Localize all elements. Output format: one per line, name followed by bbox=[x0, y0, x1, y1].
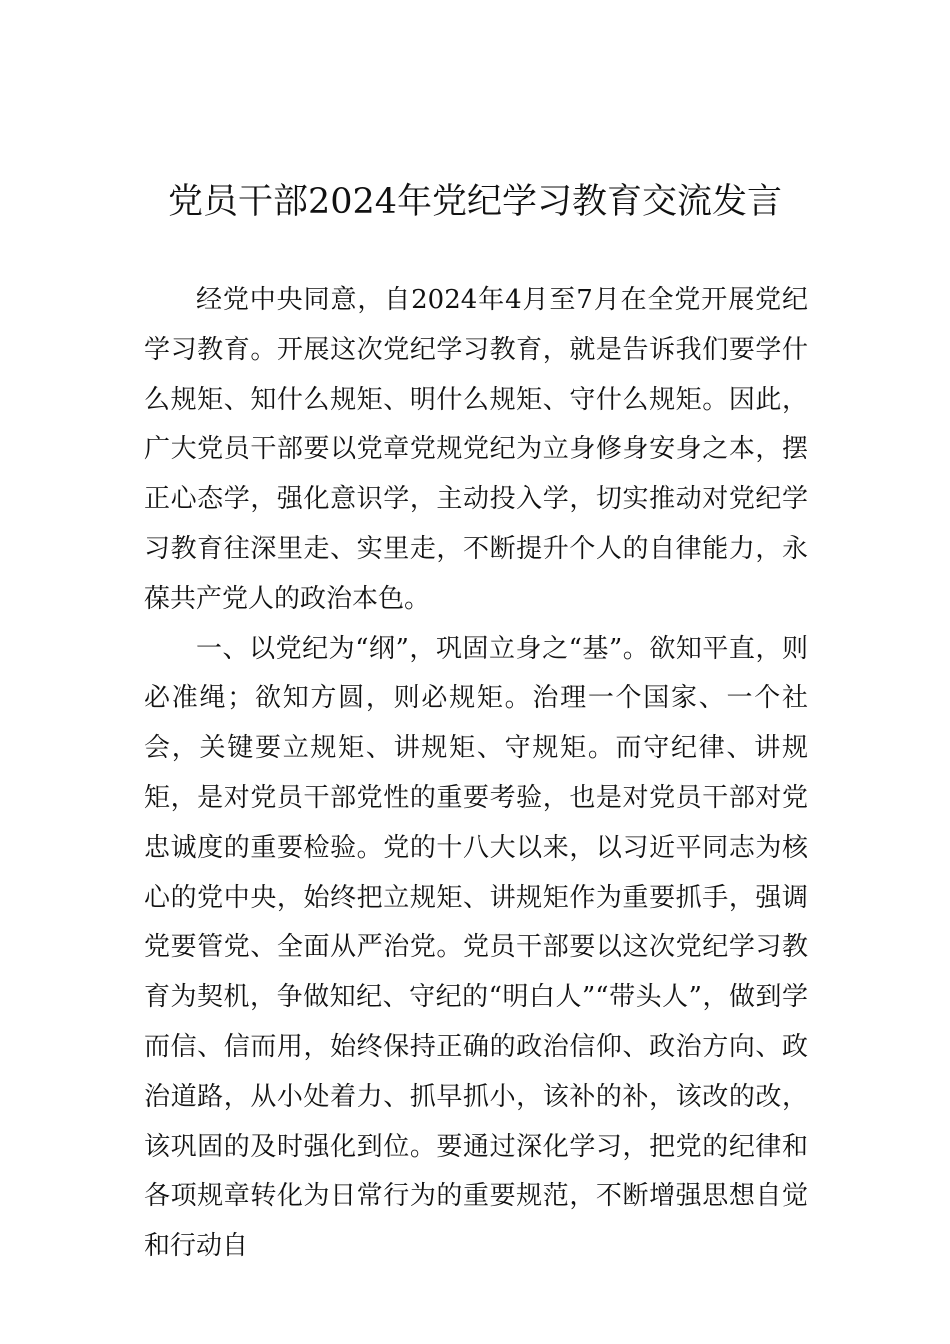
paragraph-section-one: 一、以党纪为“纲”，巩固立身之“基”。欲知平直，则必准绳；欲知方圆，则必规矩。治理一个国家、一个社会，关键要立规矩、讲规矩、守规矩。而守纪律、讲规矩，是对党员干部党性的重要考验，也是对党员干部对党忠诚度的重要检验。党的十八大以来，以习近平同志为核心的党中央，始终把立规矩、讲规矩作为重要抓手，强调党要管党、全面从严治党。党员干部要以这次党纪学习教育为契机，争做知纪、守纪的“明白人”“带头人”，做到学而信、信而用，始终保持正确的政治信仰、政治方向、政治道路，从小处着力、抓早抓小，该补的补，该改的改，该巩固的及时强化到位。要通过深化学习，把党的纪律和各项规章转化为日常行为的重要规范，不断增强思想自觉和行动自 bbox=[144, 633, 808, 1262]
document-body bbox=[144, 276, 808, 1272]
document-title: 党员干部2024年党纪学习教育交流发言 bbox=[167, 182, 783, 222]
paragraph-intro: 经党中央同意，自2024年4月至7月在全党开展党纪学习教育。开展这次党纪学习教育，就是告诉我们要学什么规矩、知什么规矩、明什么规矩、守什么规矩。因此，广大党员干部要以党章党规党纪为立身修身安身之本，摆正心态学，强化意识学，主动投入学，切实推动对党纪学习教育往深里走、实里走，不断提升个人的自律能力，永葆共产党人的政治本色。 bbox=[144, 285, 808, 614]
